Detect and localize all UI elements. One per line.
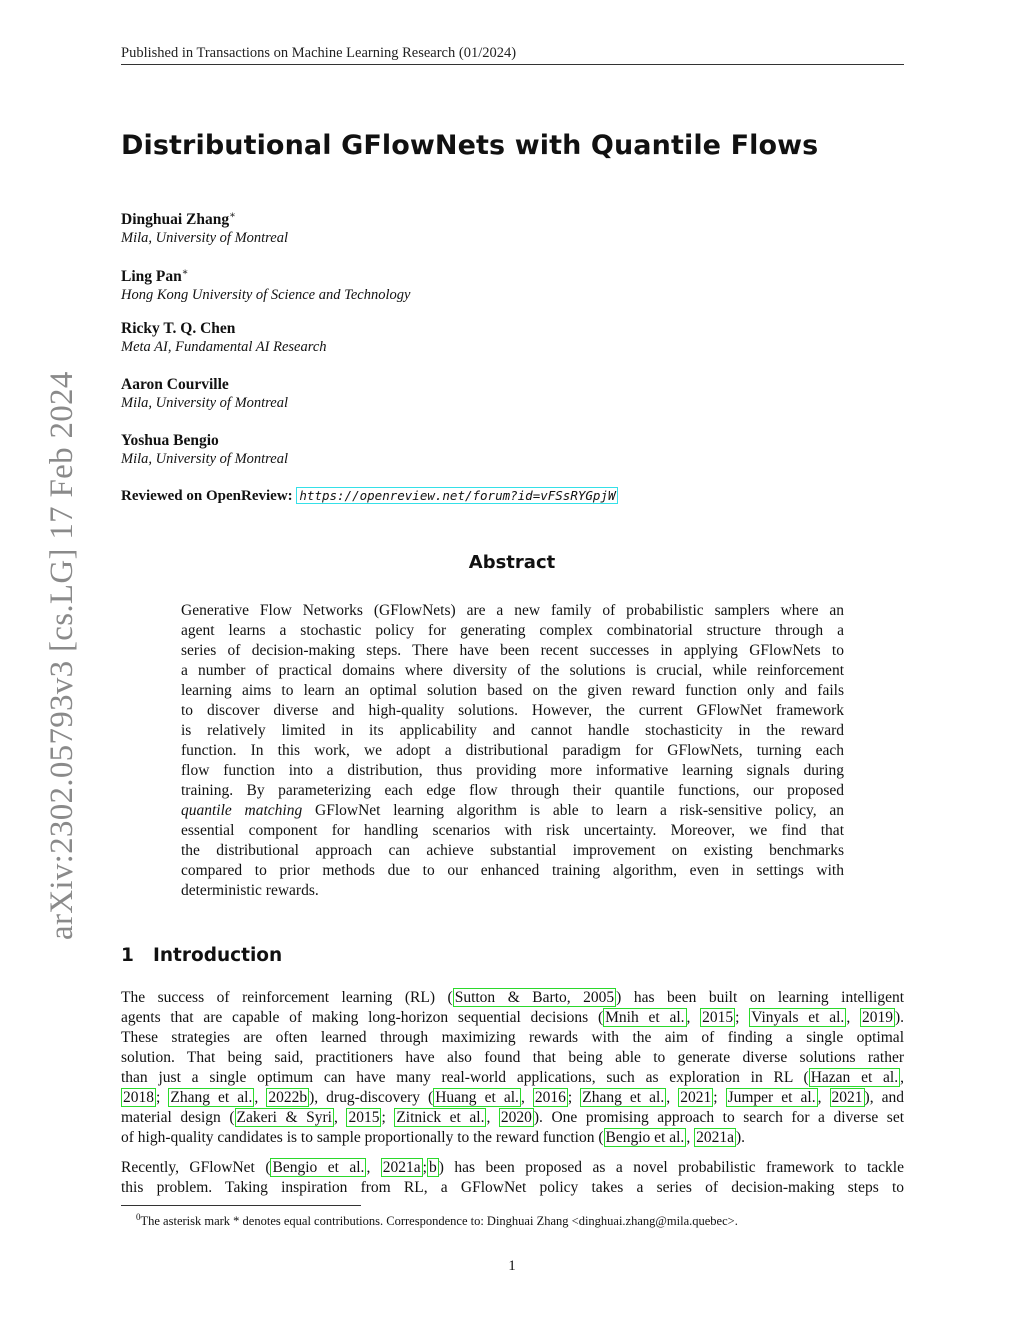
abstract-line: Generative Flow Networks (GFlowNets) are a new family of probabilistic samplers where an — [181, 602, 844, 619]
citation-link[interactable]: 2019 — [861, 1009, 893, 1026]
citation-link[interactable]: Huang et al. — [435, 1089, 519, 1106]
citation-link[interactable]: Hazan et al. — [810, 1069, 899, 1086]
citation-link[interactable]: Bengio et al. — [272, 1159, 365, 1176]
footnote-divider — [121, 1205, 361, 1206]
abstract-heading: Abstract — [468, 552, 556, 573]
abstract-line: learning aims to learn an optimal solution based on the given reward function only and fails — [181, 682, 844, 699]
author-name: Dinghuai Zhang∗ — [121, 210, 236, 229]
citation-link[interactable]: Mnih et al. — [605, 1009, 685, 1026]
text-line: of high-quality candidates is to sample proportionally to the reward function ( Bengio et al. , 2021a ). — [121, 1129, 745, 1146]
section-number: 1 — [121, 945, 134, 966]
author-block — [121, 263, 410, 305]
citation-link[interactable]: 2021 — [680, 1089, 712, 1106]
author-name: Yoshua Bengio — [121, 432, 219, 449]
author-affiliation: Meta AI, Fundamental AI Research — [121, 339, 327, 355]
review-label: Reviewed on OpenReview: — [121, 488, 293, 504]
author-block — [121, 206, 288, 248]
intro-paragraph-2 — [121, 1158, 904, 1198]
abstract-line: to discover diverse and high-quality solutions. However, the current GFlowNet framework — [181, 702, 844, 719]
arxiv-identifier[interactable]: arXiv:2302.05793v3 [cs.LG] 17 Feb 2024 — [44, 371, 80, 940]
author-name: Ling Pan∗ — [121, 267, 189, 286]
running-header: Published in Transactions on Machine Learning Research (01/2024) — [121, 44, 904, 65]
intro-paragraph-1 — [121, 988, 904, 1148]
abstract-line: a number of practical domains where diversity of the solutions is crucial, while reinforcement — [181, 662, 844, 679]
text-line: 2018 ; Zhang et al. , 2022b ), drug-discovery ( Huang et al. , 2016 ; Zhang et al. , 2021 ; Jumper et al. , 2021 ), and — [123, 1089, 905, 1106]
citation-link[interactable]: 2021a — [382, 1159, 421, 1176]
section-title: Introduction — [153, 945, 283, 966]
abstract-line: is relatively limited in its applicability and cannot handle stochasticity in the reward — [181, 722, 844, 739]
citation-link[interactable]: 2015 — [702, 1009, 734, 1026]
page-number: 1 — [508, 1258, 516, 1274]
text-line: solution. That being said, practitioners have also found that being able to generate diverse solutions rather — [121, 1049, 904, 1066]
text-line: than just a single optimum can have many real-world applications, such as exploration in RL ( Hazan et al. , — [121, 1069, 904, 1086]
citation-link[interactable]: Sutton & Barto, 2005 — [454, 989, 615, 1006]
author-affiliation: Mila, University of Montreal — [121, 451, 288, 467]
equal-contribution-mark: ∗ — [229, 210, 236, 221]
abstract-line: compared to prior methods due to our enhanced training algorithm, even in settings with — [181, 862, 844, 879]
section-heading — [121, 945, 282, 966]
abstract-line: training. By parameterizing each edge flow through their quantile functions, our proposed — [181, 782, 844, 799]
author-name: Aaron Courville — [121, 376, 229, 393]
abstract-line: deterministic rewards. — [181, 882, 319, 899]
equal-contribution-mark: ∗ — [181, 267, 189, 278]
abstract-line: flow function into a distribution, thus providing more informative learning signals during — [181, 762, 844, 779]
abstract-line: agent learns a stochastic policy for generating complex combinatorial structure through a — [181, 622, 844, 639]
citation-link[interactable]: 2021a — [696, 1129, 734, 1146]
citation-link[interactable]: 2021 — [831, 1089, 863, 1106]
text-line: material design ( Zakeri & Syri , 2015 ; Zitnick et al. , 2020 ). One promising approach to search for a diverse set — [121, 1109, 905, 1126]
citation-link[interactable]: Zitnick et al. — [396, 1109, 485, 1126]
abstract-line: function. In this work, we adopt a distributional paradigm for GFlowNets, turning each — [181, 742, 844, 759]
citation-link[interactable]: Bengio et al. — [605, 1129, 685, 1146]
footnote — [136, 1209, 738, 1229]
author-block — [121, 319, 327, 357]
citation-link[interactable]: 2015 — [348, 1109, 380, 1126]
text-line: Recently, GFlowNet ( Bengio et al. , 2021a ; b ) has been proposed as a novel probabilistic framework to tackle — [121, 1159, 904, 1176]
citation-link[interactable]: Zhang et al. — [582, 1089, 665, 1106]
citation-link[interactable]: Zhang et al. — [170, 1089, 253, 1106]
citation-link[interactable]: 2020 — [500, 1109, 532, 1126]
abstract-line: quantile matching GFlowNet learning algorithm is able to learn a risk-sensitive policy, an — [181, 802, 844, 819]
footnote-mark: 0 — [136, 1212, 141, 1222]
author-affiliation: Hong Kong University of Science and Technology — [121, 287, 411, 304]
emphasis: quantile matching — [181, 802, 303, 819]
author-name: Ricky T. Q. Chen — [121, 320, 236, 337]
citation-link[interactable]: 2018 — [123, 1089, 154, 1106]
text-line: These strategies are often learned through maximizing rewards with the aim of finding a single optimal — [121, 1029, 904, 1046]
abstract-line: series of decision-making steps. There have been recent successes in applying GFlowNets to — [181, 642, 844, 659]
author-affiliation: Mila, University of Montreal — [121, 230, 288, 247]
citation-link[interactable]: Vinyals et al. — [751, 1009, 845, 1026]
paper-title: Distributional GFlowNets with Quantile Flows — [121, 130, 819, 161]
openreview-link[interactable]: https://openreview.net/forum?id=vFSsRYGpjW — [296, 487, 618, 504]
text-line: this problem. Taking inspiration from RL, a GFlowNet policy takes a series of decision-making steps to — [121, 1179, 904, 1196]
text-line: The success of reinforcement learning (RL) ( Sutton & Barto, 2005 ) has been built on learning intelligent — [121, 989, 905, 1006]
citation-link[interactable]: Jumper et al. — [727, 1089, 816, 1106]
author-block — [121, 431, 288, 469]
author-block — [121, 375, 288, 413]
abstract-body — [181, 601, 844, 901]
author-affiliation: Mila, University of Montreal — [121, 395, 288, 411]
review-line — [121, 488, 618, 505]
citation-link[interactable]: 2016 — [534, 1089, 566, 1106]
abstract-line: the distributional approach can achieve substantial improvement on existing benchmarks — [181, 842, 844, 859]
abstract-line: essential component for handling scenarios with risk uncertainty. Moreover, we find that — [181, 822, 844, 839]
citation-link[interactable]: Zakeri & Syri — [236, 1109, 332, 1126]
citation-link[interactable]: 2022b — [268, 1089, 308, 1106]
footnote-text: The asterisk mark * denotes equal contributions. Correspondence to: Dinghuai Zhang <dinghuai.zhang@mila.quebec>. — [140, 1214, 738, 1229]
citation-link[interactable]: b — [428, 1159, 437, 1176]
text-line: agents that are capable of making long-horizon sequential decisions ( Mnih et al. , 2015 ; Vinyals et al. , 2019 ). — [121, 1009, 904, 1026]
